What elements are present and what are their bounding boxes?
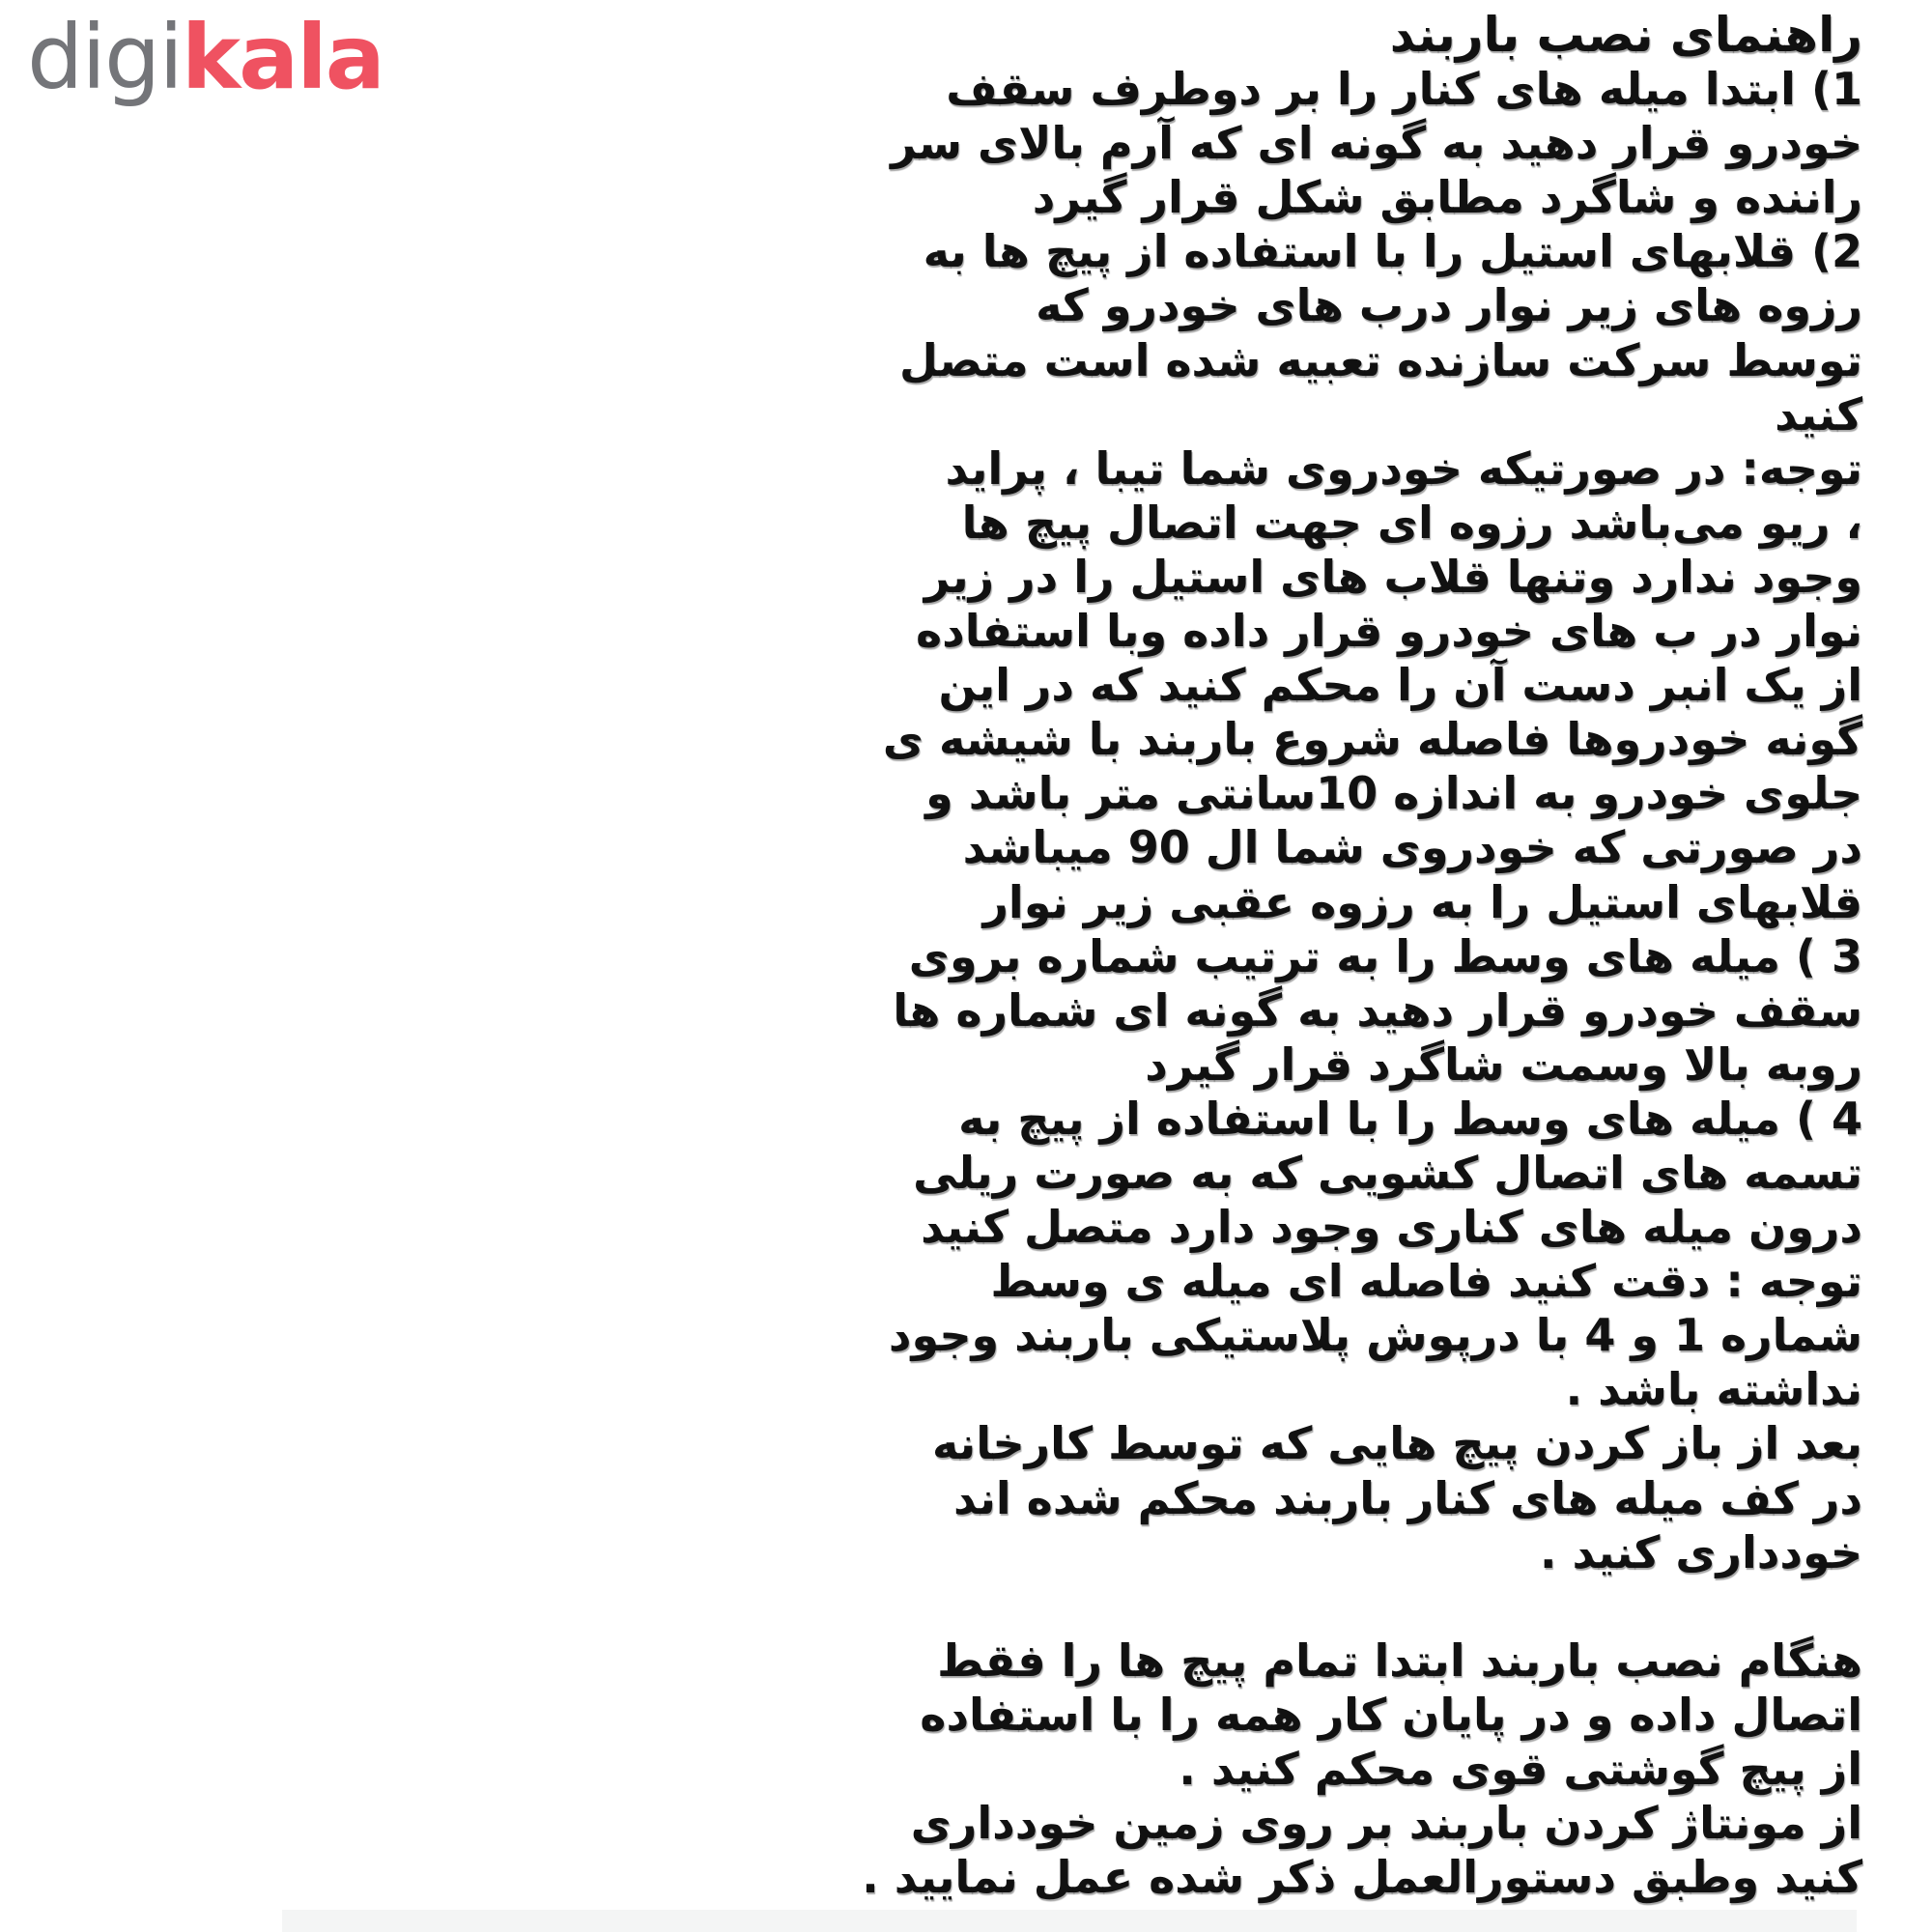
logo-text-kala: kala	[181, 6, 384, 109]
note-2-line-2: شماره 1 و 4 با درپوش پلاستیکی باربند وجود	[888, 1309, 1862, 1362]
step-4-line-2: تسمه های اتصال کشویی که به صورت ریلی	[913, 1146, 1862, 1199]
step-2-line-4: کنید	[1775, 387, 1862, 440]
warning-1-line-1: بعد از باز کردن پیچ هایی که توسط کارخانه	[932, 1417, 1862, 1470]
step-2-line-3: توسط سرکت سازنده تعبیه شده است متصل	[899, 333, 1862, 386]
note-1-line-4: نوار در ب های خودرو قرار داده وبا استفاده	[916, 605, 1862, 658]
note-1-line-2: ، ریو می‌باشد رزوه ای جهت اتصال پیچ ها	[961, 496, 1862, 549]
step-1-line-2: خودرو قرار دهید به گونه ای که آرم بالای سر	[891, 117, 1862, 170]
installation-guide	[259, 8, 1862, 1904]
warning-1-line-3: خودداری کنید .	[1540, 1525, 1862, 1578]
logo-text-digi: digi	[27, 6, 182, 109]
tip-2-line-2: کنید وطبق دستورالعمل ذکر شده عمل نمایید .	[862, 1851, 1862, 1904]
tip-1-line-2: اتصال داده و در پایان کار همه را با استفاده	[920, 1688, 1862, 1741]
bottom-gray-band	[282, 1910, 1857, 1932]
note-1-line-7: جلوی خودرو به اندازه 10سانتی متر باشد و	[925, 767, 1862, 820]
tip-1-line-1: هنگام نصب باربند ابتدا تمام پیچ ها را فقط	[937, 1634, 1862, 1687]
note-1-line-9: قلابهای استیل را به رزوه عقبی زیر نوار	[982, 875, 1862, 928]
note-1-line-5: از یک انبر دست آن را محکم کنید که در این	[938, 659, 1862, 712]
warning-1-line-2: در کف میله های کنار باربند محکم شده اند	[953, 1471, 1862, 1524]
step-4-line-3: درون میله های کناری وجود دارد متصل کنید	[921, 1201, 1862, 1254]
note-1-line-6: گونه خودروها فاصله شروع باربند با شیشه ی	[882, 713, 1862, 766]
step-2-line-1: 2) قلابهای استیل را با استفاده از پیچ ها به	[923, 225, 1862, 278]
tip-2-line-1: از مونتاژ کردن باربند بر روی زمین خودداری	[910, 1797, 1862, 1850]
note-2-line-1: توجه : دقت کنید فاصله ای میله ی وسط	[990, 1255, 1862, 1308]
note-2-line-3: نداشته باشد .	[1565, 1363, 1862, 1416]
step-2-line-2: رزوه های زیر نوار درب های خودرو که	[1036, 279, 1862, 332]
guide-title: راهنمای نصب باربند	[1389, 7, 1862, 63]
note-1-line-1: توجه: در صورتیکه خودروی شما تیبا ، پراید	[945, 441, 1862, 495]
note-1-line-8: در صورتی که خودروی شما ال 90 میباشد	[962, 821, 1862, 874]
step-3-line-2: سقف خودرو قرار دهید به گونه ای شماره ها	[893, 983, 1862, 1037]
step-1-line-3: راننده و شاگرد مطابق شکل قرار گیرد	[1032, 171, 1862, 224]
note-1-line-3: وجود ندارد وتنها قلاب های استیل را در زیر	[923, 550, 1862, 603]
step-4-line-1: 4 ) میله های وسط را با استفاده از پیچ به	[958, 1092, 1862, 1145]
tip-1-line-3: از پیچ گوشتی قوی محکم کنید .	[1179, 1743, 1862, 1795]
step-1-line-1: 1) ابتدا میله های کنار را بر دوطرف سقف	[946, 63, 1862, 116]
step-3-line-1: 3 ) میله های وسط را به ترتیب شماره بروی	[908, 929, 1862, 982]
blank-line	[259, 1579, 1862, 1634]
step-3-line-3: روبه بالا وسمت شاگرد قرار گیرد	[1145, 1037, 1862, 1091]
